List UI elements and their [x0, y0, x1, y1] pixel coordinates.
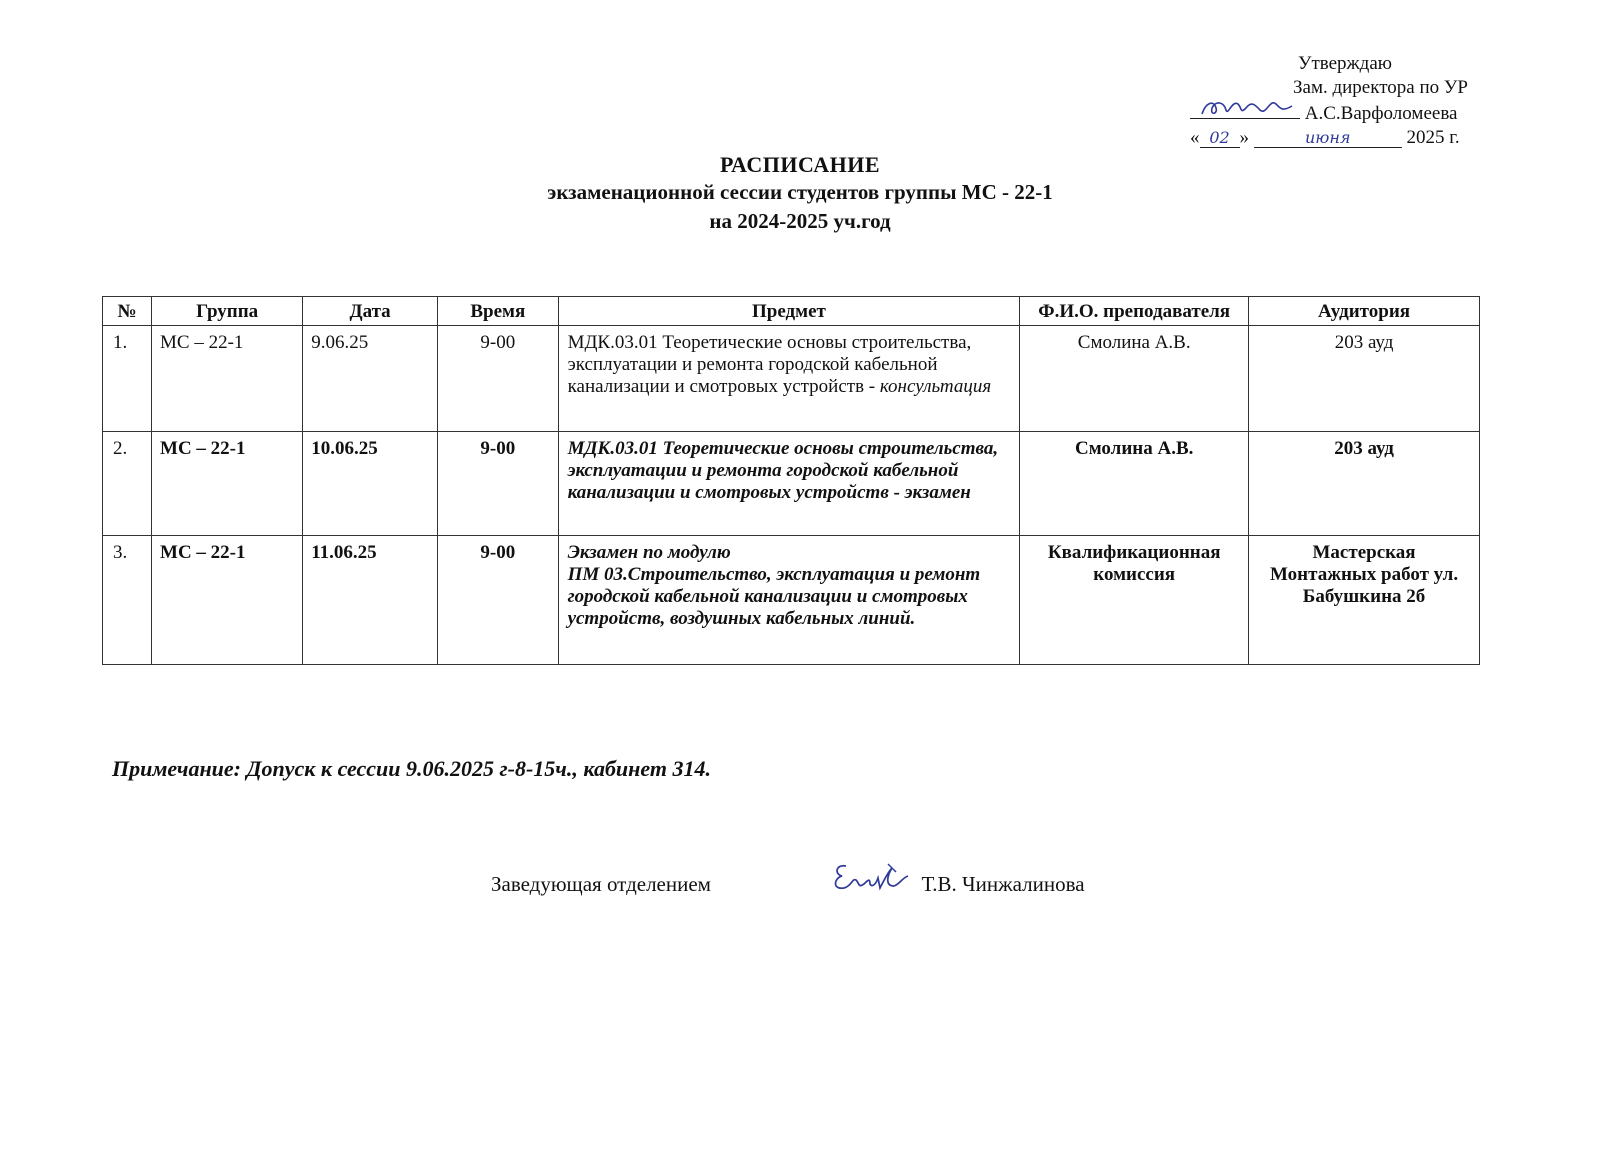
cell-num: 1. — [103, 326, 152, 432]
subject-heading: Экзамен по модулю — [567, 542, 731, 563]
cell-teacher: Смолина А.В. — [1020, 326, 1249, 432]
cell-num: 3. — [103, 536, 152, 665]
cell-group: МС – 22-1 — [152, 536, 303, 665]
signature-blank — [1190, 100, 1300, 119]
page-subtitle: экзаменационной сессии студентов группы МС - 22-1 — [547, 180, 1053, 204]
table-row — [103, 536, 1480, 665]
date-month: июня — [1254, 129, 1402, 148]
handwritten-signature-icon — [1196, 94, 1296, 120]
page-title: РАСПИСАНИЕ — [719, 152, 881, 177]
header-teacher: Ф.И.О. преподавателя — [1020, 297, 1249, 326]
cell-date: 9.06.25 — [303, 326, 438, 432]
cell-subject — [558, 326, 1020, 432]
cell-group: МС – 22-1 — [152, 326, 303, 432]
header-time: Время — [438, 297, 559, 326]
page-subtitle-year: на 2024-2025 уч.год — [709, 209, 891, 233]
cell-time: 9-00 — [438, 326, 559, 432]
header-room: Аудитория — [1249, 297, 1480, 326]
cell-time: 9-00 — [438, 432, 559, 536]
footer-signature — [491, 866, 1085, 906]
date-close-quote: » — [1239, 127, 1249, 148]
cell-date: 11.06.25 — [303, 536, 438, 665]
cell-num: 2. — [103, 432, 152, 536]
cell-room: 203 ауд — [1249, 432, 1480, 536]
cell-subject — [558, 536, 1020, 665]
cell-subject: МДК.03.01 Теоретические основы строительства, эксплуатации и ремонта городской кабельной канализации и смотровых устройств - экзамен — [558, 432, 1020, 536]
cell-room: Мастерская Монтажных работ ул. Бабушкина 2б — [1249, 536, 1480, 665]
subject-text: МДК.03.01 Теоретические основы строительства, эксплуатации и ремонта городской кабельной канализации и смотровых устройств - — [567, 332, 972, 397]
subject-text: ПМ 03.Строительство, эксплуатация и ремонт городской кабельной канализации и смотровых устройств, воздушных кабельных линий. — [567, 564, 981, 629]
schedule-table — [102, 296, 1480, 665]
table-header-row — [103, 297, 1480, 326]
header-num: № — [103, 297, 152, 326]
schedule-note: Примечание: Допуск к сессии 9.06.2025 г-8-15ч., кабинет 314. — [112, 756, 711, 781]
approval-block — [1190, 52, 1520, 150]
cell-teacher: Смолина А.В. — [1020, 432, 1249, 536]
approval-signature-line — [1190, 100, 1520, 126]
table-row — [103, 326, 1480, 432]
date-year: 2025 г. — [1406, 127, 1460, 148]
approval-signatory: А.С.Варфоломеева — [1304, 103, 1458, 124]
cell-date: 10.06.25 — [303, 432, 438, 536]
header-subject: Предмет — [558, 297, 1020, 326]
table-row — [103, 432, 1480, 536]
date-open-quote: « — [1190, 127, 1200, 148]
subject-type: консультация — [879, 376, 992, 397]
header-date: Дата — [303, 297, 438, 326]
handwritten-signature-icon — [826, 858, 916, 898]
cell-room: 203 ауд — [1249, 326, 1480, 432]
cell-group: МС – 22-1 — [152, 432, 303, 536]
approval-position: Зам. директора по УР — [1293, 77, 1468, 98]
date-day: 02 — [1200, 129, 1240, 148]
approval-date — [1190, 126, 1520, 150]
cell-teacher: Квалификационная комиссия — [1020, 536, 1249, 665]
footer-position: Заведующая отделением — [491, 871, 711, 896]
cell-time: 9-00 — [438, 536, 559, 665]
approval-heading: Утверждаю — [1298, 53, 1392, 74]
header-group: Группа — [152, 297, 303, 326]
footer-name: Т.В. Чинжалинова — [921, 871, 1085, 896]
